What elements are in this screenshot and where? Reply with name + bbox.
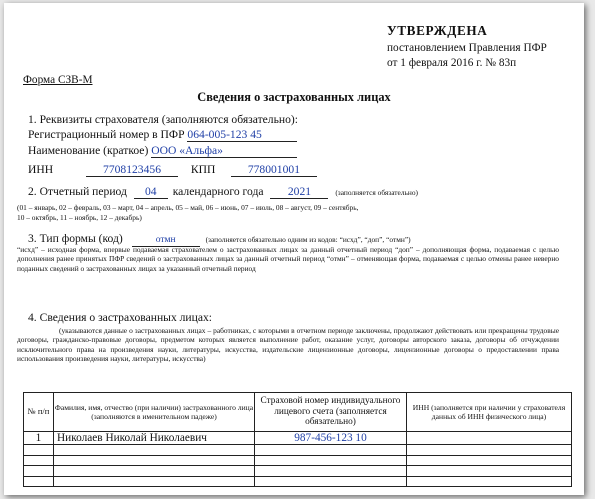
form-type-description: “исхд” – исходная форма, впервые подаваемая страхователем о застрахованных лицах за данный отчетный период “доп” – дополняющая форма, подаваемая с целью дополнения ранее принятых ПФР сведений о застрахованных лицах за данный отчетный период “отмн” – отменяющая форма, подаваемая с целью отмены ранее неверно поданных сведений о застрахованных лицах за указанный отчетный период bbox=[17, 245, 559, 273]
approval-line-1: постановлением Правления ПФР bbox=[387, 42, 547, 54]
section4-description: (указываются данные о застрахованных лицах – работниках, с которыми в отчетном периоде заключены, продолжают действовать или прекращены трудовые договоры, гражданско-правовые договоры, предметом которых является выполнение работ, оказание услуг, договоры авторского заказа, договоры об отчуждении исключительного права на произведения науки, литературы, искусства, издательские лицензионные договоры, лицензионные договоры о предоставлении права использования произведения науки, литературы, искусства) bbox=[17, 326, 559, 364]
section1-heading: 1. Реквизиты страхователя (заполняются обязательно): bbox=[28, 113, 298, 126]
table-row bbox=[24, 432, 572, 445]
reg-number-label: Регистрационный номер в ПФР bbox=[28, 128, 185, 141]
col-header-full-name: Фамилия, имя, отчество (при наличии) застрахованного лица (заполняются в именительном падеже) bbox=[54, 393, 255, 432]
form-code: Форма СЗВ-М bbox=[23, 74, 93, 86]
approval-title: УТВЕРЖДЕНА bbox=[387, 23, 488, 38]
kpp-label: КПП bbox=[190, 163, 216, 176]
approval-line-2: от 1 февраля 2016 г. № 83п bbox=[387, 57, 517, 69]
table-header-row bbox=[24, 393, 572, 432]
table-row bbox=[24, 476, 572, 487]
reg-number-value: 064-005-123 45 bbox=[187, 129, 297, 142]
year-label: календарного года bbox=[172, 185, 264, 198]
reg-number-row bbox=[28, 128, 297, 142]
form-type-value: отмн bbox=[132, 234, 200, 247]
table-row bbox=[24, 455, 572, 466]
org-name-row bbox=[28, 144, 297, 158]
inn-label: ИНН bbox=[28, 163, 54, 176]
form-page bbox=[4, 3, 584, 495]
year-value: 2021 bbox=[270, 186, 328, 199]
months-legend-2: 10 – октябрь, 11 – ноябрь, 12 – декабрь) bbox=[17, 213, 142, 222]
table-row bbox=[24, 445, 572, 456]
col-header-number: № п/п bbox=[24, 393, 54, 432]
form-type-note: (заполняется обязательно одним из кодов: “исхд”, “доп”, “отмн”) bbox=[205, 235, 411, 244]
form-type-label: 3. Тип формы (код) bbox=[28, 232, 123, 245]
inn-kpp-row bbox=[28, 163, 317, 177]
section4-heading: 4. Сведения о застрахованных лицах: bbox=[28, 311, 212, 324]
row-full-name: Николаев Николай Николаевич bbox=[54, 432, 255, 445]
org-name-label: Наименование (краткое) bbox=[28, 144, 149, 157]
page-title: Сведения о застрахованных лицах bbox=[197, 90, 391, 104]
period-note: (заполняется обязательно) bbox=[335, 188, 418, 197]
inn-value: 7708123456 bbox=[86, 164, 178, 177]
table-row bbox=[24, 466, 572, 477]
period-label: 2. Отчетный период bbox=[28, 185, 127, 198]
col-header-snils: Страховой номер индивидуального лицевого счета (заполняется обязательно) bbox=[255, 393, 407, 432]
kpp-value: 778001001 bbox=[231, 164, 317, 177]
row-number: 1 bbox=[24, 432, 54, 445]
insured-persons-table bbox=[23, 392, 572, 487]
period-value: 04 bbox=[134, 186, 168, 199]
months-legend: (01 – январь, 02 – февраль, 03 – март, 04 – апрель, 05 – май, 06 – июнь, 07 – июль, 08 – август, 09 – сентябрь, bbox=[17, 203, 359, 212]
row-inn bbox=[407, 432, 572, 445]
period-row bbox=[28, 185, 418, 199]
row-snils: 987-456-123 10 bbox=[255, 432, 407, 445]
col-header-inn: ИНН (заполняется при наличии у страхователя данных об ИНН физического лица) bbox=[407, 393, 572, 432]
org-name-value: ООО «Альфа» bbox=[151, 145, 297, 158]
